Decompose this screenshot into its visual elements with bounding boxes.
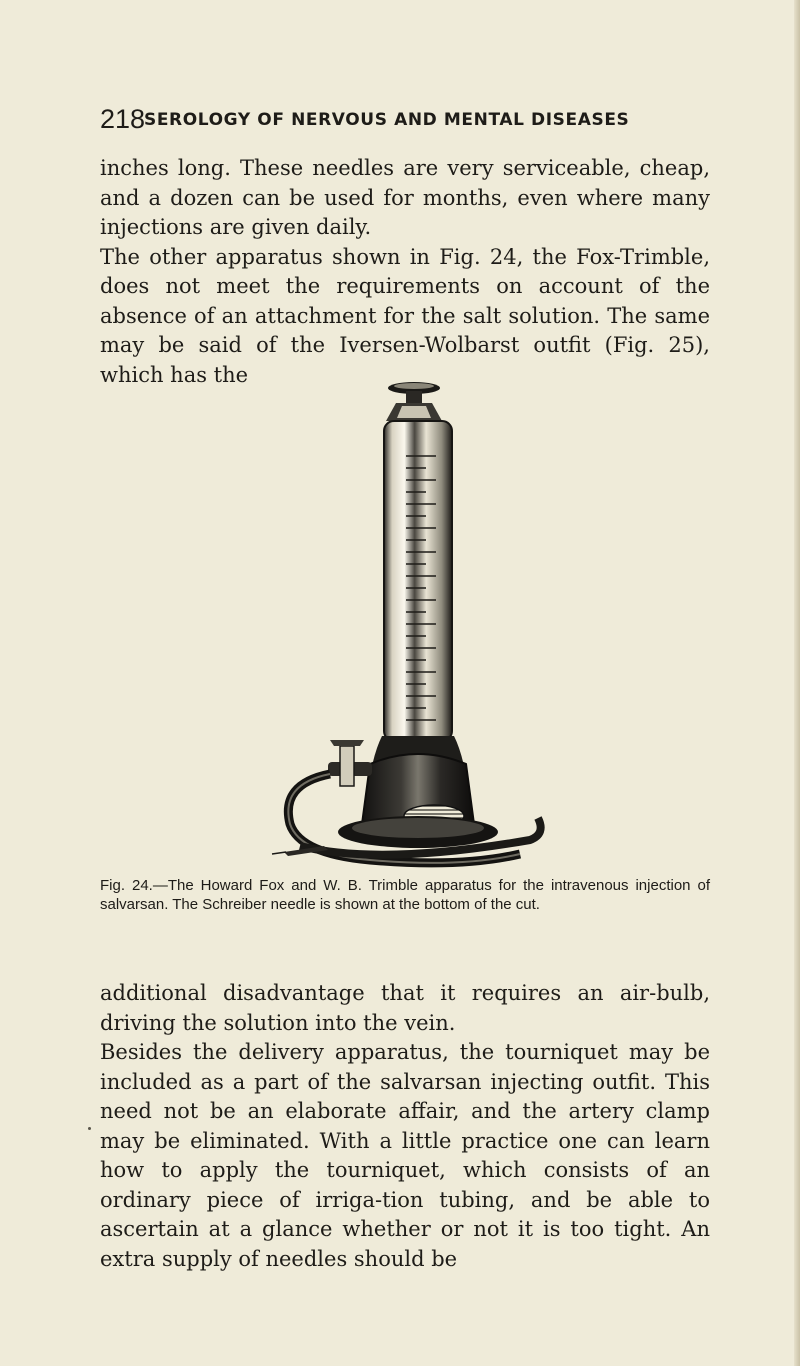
paragraph: The other apparatus shown in Fig. 24, the Fox-Trimble, does not meet the requirements on account of the absence of an attachment for the salt solution. The same may be said of the Iversen-Wolbarst outfit (Fig. 25), which has the bbox=[100, 244, 710, 387]
figure-caption bbox=[100, 876, 710, 914]
page-number: 218 bbox=[100, 104, 146, 134]
paragraph: inches long. These needles are very serviceable, cheap, and a dozen can be used for months, even where many injections are given daily. bbox=[100, 156, 710, 239]
page-edge bbox=[794, 0, 800, 1366]
paragraph: additional disadvantage that it requires an air-bulb, driving the solution into the vein. bbox=[100, 981, 710, 1035]
paragraph: Besides the delivery apparatus, the tourniquet may be included as a part of the salvarsan injecting outfit. This need not be an elaborate affair, and the artery clamp may be eliminated. With a little practice one can learn how to apply the tourniquet, which consists of an ordinary piece of irriga-tion tubing, and be able to ascertain at a glance whether or not it is too tight. An extra supply of needles should be bbox=[100, 1040, 710, 1271]
running-header bbox=[100, 103, 710, 139]
margin-mark bbox=[88, 1127, 91, 1130]
fox-trimble-apparatus-engraving bbox=[270, 376, 550, 870]
body-text-top bbox=[100, 154, 710, 390]
running-head-title: SEROLOGY OF NERVOUS AND MENTAL DISEASES bbox=[144, 110, 630, 130]
body-text-bottom bbox=[100, 979, 710, 1274]
figure-caption-text: Fig. 24.—The Howard Fox and W. B. Trimble apparatus for the intravenous injection of salvarsan. The Schreiber needle is shown at the bottom of the cut. bbox=[100, 877, 710, 913]
figure-apparatus-illustration bbox=[270, 376, 550, 870]
